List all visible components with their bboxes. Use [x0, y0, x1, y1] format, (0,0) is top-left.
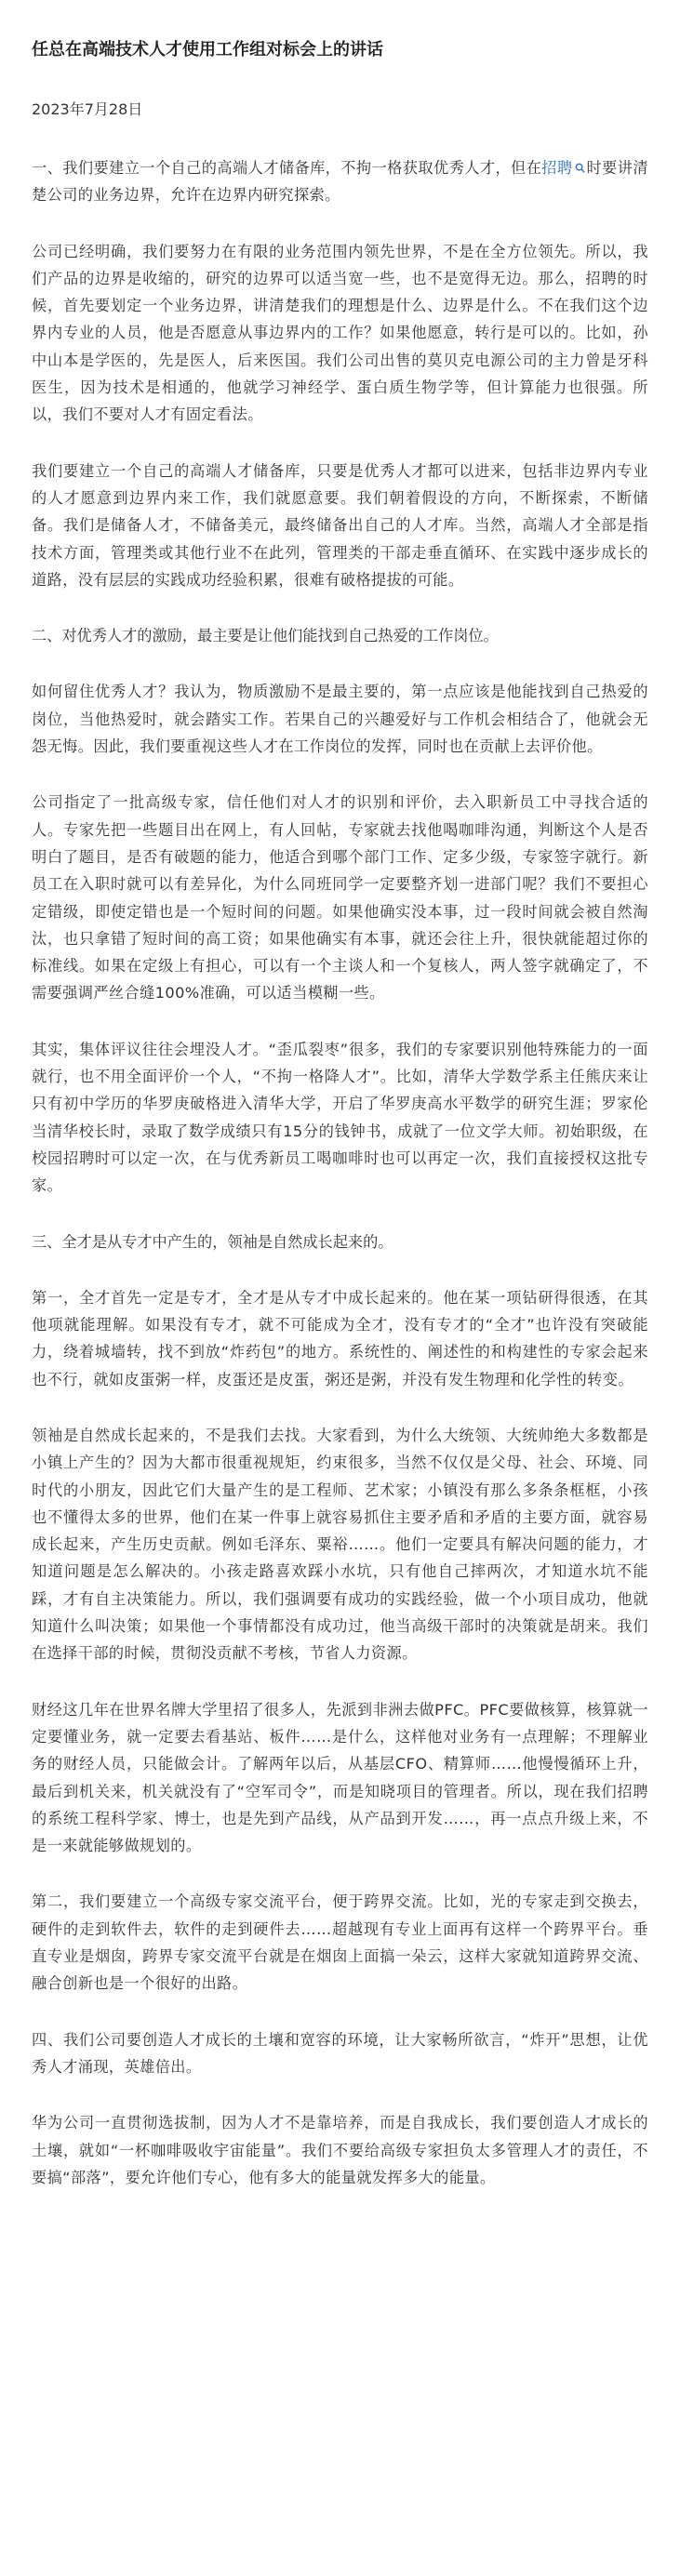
paragraph-3: 我们要建立一个自己的高端人才储备库，只要是优秀人才都可以进来，包括非边界内专业的人才愿意到边界内来工作，我们就愿意要。我们朝着假设的方向，不断探索，不断储备。我们是储备人才，不储备美元，最终储备出自己的人才库。当然，高端人才全部是指技术方面，管理类或其他行业不在此列，管理类的干部走垂直循环、在实践中逐步成长的道路，没有层层的实践成功经验积累，很难有破格提拔的可能。: [32, 461, 648, 589]
paragraph-9: 财经这几年在世界名牌大学里招了很多人，先派到非洲去做PFC。PFC要做核算，核算就一定要懂业务，就一定要去看基站、板件……是什么，这样他对业务有一点理解；不理解业务的财经人员，只能做会计。了解两年以后，从基层CFO、精算师……他慢慢循环上升，最后到机关来，机关就没有了“空军司令”，而是知晓项目的管理者。所以，现在我们招聘的系统工程科学家、博士，也是先到产品线，从产品到开发……，再一点点升级上来，不是一来就能够做规划的。: [32, 1700, 648, 1855]
paragraph-1-before: 一、我们要建立一个自己的高端人才储备库，不拘一格获取优秀人才，但在: [32, 159, 542, 177]
search-icon[interactable]: [575, 163, 585, 173]
paragraph-10: 第二，我们要建立一个高级专家交流平台，便于跨界交流。比如，光的专家走到交换去，硬件的走到软件去，软件的走到硬件去……超越现有专业上面再有这样一个跨界平台。垂直专业是烟囱，跨界专家交流平台就是在烟囱上面搞一朵云，这样大家就知道跨界交流、融合创新也是一个很好的出路。: [32, 1892, 648, 1993]
paragraph-2: 公司已经明确，我们要努力在有限的业务范围内领先世界，不是在全方位领先。所以，我们产品的边界是收缩的，研究的边界可以适当宽一些，也不是宽得无边。那么，招聘的时候，首先要划定一个业务边界，讲清楚我们的理想是什么、边界是什么。不在我们这个边界内专业的人员，他是否愿意从事边界内的工作？如果他愿意，转行是可以的。比如，孙中山本是学医的，先是医人，后来医国。我们公司出售的莫贝克电源公司的主力曾是牙科医生，因为技术是相通的，他就学习神经学、蛋白质生物学等，但计算能力也很强。所以，我们不要对人才有固定看法。: [32, 242, 648, 424]
paragraph-1-after: 时要讲清楚公司的业务边界，允许在边界内研究探索。: [32, 159, 648, 205]
section-heading-2: 二、对优秀人才的激励，最主要是让他们能找到自己热爱的工作岗位。: [32, 627, 499, 645]
recruitment-link[interactable]: [541, 159, 586, 177]
paragraph-6: 其实，集体评议往往会埋没人才。“歪瓜裂枣”很多，我们的专家要识别他特殊能力的一面就行，也不用全面评价一个人，“不拘一格降人才”。比如，清华大学数学系主任熊庆来让只有初中学历的华罗庚破格进入清华大学，开启了华罗庚高水平数学的研究生涯；罗家伦当清华校长时，录取了数学成绩只有15分的钱钟书，成就了一位文学大师。初始职级，在校园招聘时可以定一次，在与优秀新员工喝咖啡时也可以再定一次，我们直接授权这批专家。: [32, 1040, 648, 1195]
article-title: 任总在高端技术人才使用工作组对标会上的讲话: [32, 40, 383, 60]
paragraph-1: [32, 154, 648, 209]
section-heading-3: 三、全才是从专才中产生的，领袖是自然成长起来的。: [32, 1232, 393, 1251]
paragraph-5: 公司指定了一批高级专家，信任他们对人才的识别和评价，去入职新员工中寻找合适的人。专家先把一些题目出在网上，有人回帖，专家就去找他喝咖啡沟通，判断这个人是否明白了题目，是否有破题的能力，他适合到哪个部门工作、定多少级，专家签字就行。新员工在入职时就可以有差异化，为什么同班同学一定要整齐划一进部门呢？我们不要担心定错级，即使定错也是一个短时间的问题。如果他确实没本事，过一段时间就会被自然淘汰，也只拿错了短时间的高工资；如果他确实有本事，就还会往上升，很快就能超过你的标准线。如果在定级上有担心，可以有一个主谈人和一个复核人，两人签字就确定了，不需要强调严丝合缝100%准确，可以适当模糊一些。: [32, 793, 648, 1003]
recruitment-link-text[interactable]: 招聘: [541, 159, 573, 177]
article-date: 2023年7月28日: [32, 100, 143, 118]
paragraph-11: 华为公司一直贯彻选拔制，因为人才不是靠培养，而是自我成长，我们要创造人才成长的土壤，就如“一杯咖啡吸收宇宙能量”。我们不要给高级专家担负太多管理人才的责任，不要搞“部落”，要允许他们专心，他有多大的能量就发挥多大的能量。: [32, 2114, 648, 2186]
section-heading-4: 四、我们公司要创造人才成长的土壤和宽容的环境，让大家畅所欲言，“炸开”思想，让优秀人才涌现，英雄倍出。: [32, 2030, 648, 2076]
paragraph-7: 第一，全才首先一定是专才，全才是从专才中成长起来的。他在某一项钻研得很透，在其他项就能理解。如果没有专才，就不可能成为全才，没有专才的“全才”也许没有突破能力，绕着城墙转，找不到放“炸药包”的地方。系统性的、阐述性的和构建性的专家会起来也不行，就如皮蛋粥一样，皮蛋还是皮蛋，粥还是粥，并没有发生物理和化学性的转变。: [32, 1288, 648, 1388]
paragraph-8: 领袖是自然成长起来的，不是我们去找。大家看到，为什么大统领、大统帅绝大多数都是小镇上产生的？因为大都市很重视规矩，约束很多，当然不仅仅是父母、社会、环境、同时代的小朋友，因此它们大量产生的是工程师、艺术家；小镇没有那么多条条框框，小孩也不懂得太多的世界，他们在某一件事上就容易抓住主要矛盾和矛盾的主要方面，就容易成长起来，产生历史贡献。例如毛泽东、粟裕……。他们一定要具有解决问题的能力，才知道问题是怎么解决的。小孩走路喜欢踩小水坑，只有他自己摔两次，才知道水坑不能踩，才有自主决策能力。所以，我们强调要有成功的实践经验，做一个小项目成功，他就知道什么叫决策；如果他一个事情都没有成功过，他当高级干部时的决策就是胡来。我们在选择干部的时候，贯彻没贡献不考核，节省人力资源。: [32, 1426, 648, 1663]
paragraph-4: 如何留住优秀人才？我认为，物质激励不是最主要的，第一点应该是他能找到自己热爱的岗位，当他热爱时，就会踏实工作。若果自己的兴趣爱好与工作机会相结合了，他就会无怨无悔。因此，我们要重视这些人才在工作岗位的发挥，同时也在贡献上去评价他。: [32, 683, 648, 756]
